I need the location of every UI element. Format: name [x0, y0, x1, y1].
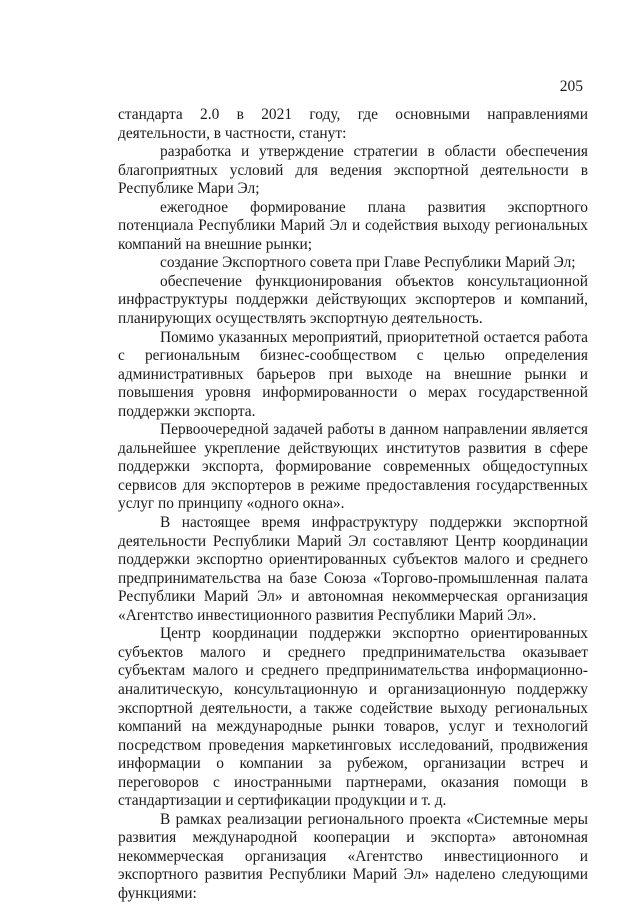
list-item-strategy: разработка и утверждение стратегии в области обеспечения благоприятных условий для ведения экспортной деятельности в Республике Мари Эл;	[118, 143, 588, 198]
paragraph-coordination-center: Центр координации поддержки экспортно ориентированных субъектов малого и среднего предпринимательства оказывает субъектам малого и среднего предпринимательства информационно-аналитическую, консультационную и организационную поддержку экспортной деятельности, а также содействие выходу региональных компаний на международные рынки товаров, услуг и технологий посредством проведения маркетинговых исследований, продвижения информации о компании за рубежом, организации встреч и переговоров с иностранными партнерами, оказания помощи в стандартизации и сертификации продукции и т. д.	[118, 625, 588, 810]
paragraph-business-community: Помимо указанных мероприятий, приоритетной остается работа с региональным бизнес-сообществом с целью определения административных барьеров при выходе на внешние рынки и повышения уровня информированности о мерах государственной поддержки экспорта.	[118, 328, 588, 420]
paragraph-continuation: стандарта 2.0 в 2021 году, где основными направлениями деятельности, в частности, станут:	[118, 106, 588, 142]
paragraph-primary-task: Первоочередной задачей работы в данном направлении является дальнейшее укрепление действующих институтов развития в сфере поддержки экспорта, формирование современных общедоступных сервисов для экспортеров в режиме предоставления государственных услуг по принципу «одного окна».	[118, 421, 588, 513]
list-item-export-plan: ежегодное формирование плана развития экспортного потенциала Республики Марий Эл и содействия выходу региональных компаний на внешние рынки;	[118, 198, 588, 253]
list-item-infrastructure: обеспечение функционирования объектов консультационной инфраструктуры поддержки действующих экспортеров и компаний, планирующих осуществлять экспортную деятельность.	[118, 272, 588, 328]
paragraph-infrastructure: В настоящее время инфраструктуру поддержки экспортной деятельности Республики Марий Эл составляют Центр координации поддержки экспортно ориентированных субъектов малого и среднего предпринимательства на базе Союза «Торгово-промышленная палата Республики Марий Эл» и автономная некоммерческая организация «Агентство инвестиционного развития Республики Марий Эл».	[118, 514, 588, 624]
document-body	[118, 106, 588, 904]
list-item-export-council: создание Экспортного совета при Главе Республики Марий Эл;	[160, 254, 576, 272]
page-number: 205	[559, 78, 583, 95]
paragraph-regional-project: В рамках реализации регионального проекта «Системные меры развития международной кооперации и экспорта» автономная некоммерческая организация «Агентство инвестиционного и экспортного развития Республики Марий Эл» наделено следующими функциями:	[118, 810, 588, 902]
